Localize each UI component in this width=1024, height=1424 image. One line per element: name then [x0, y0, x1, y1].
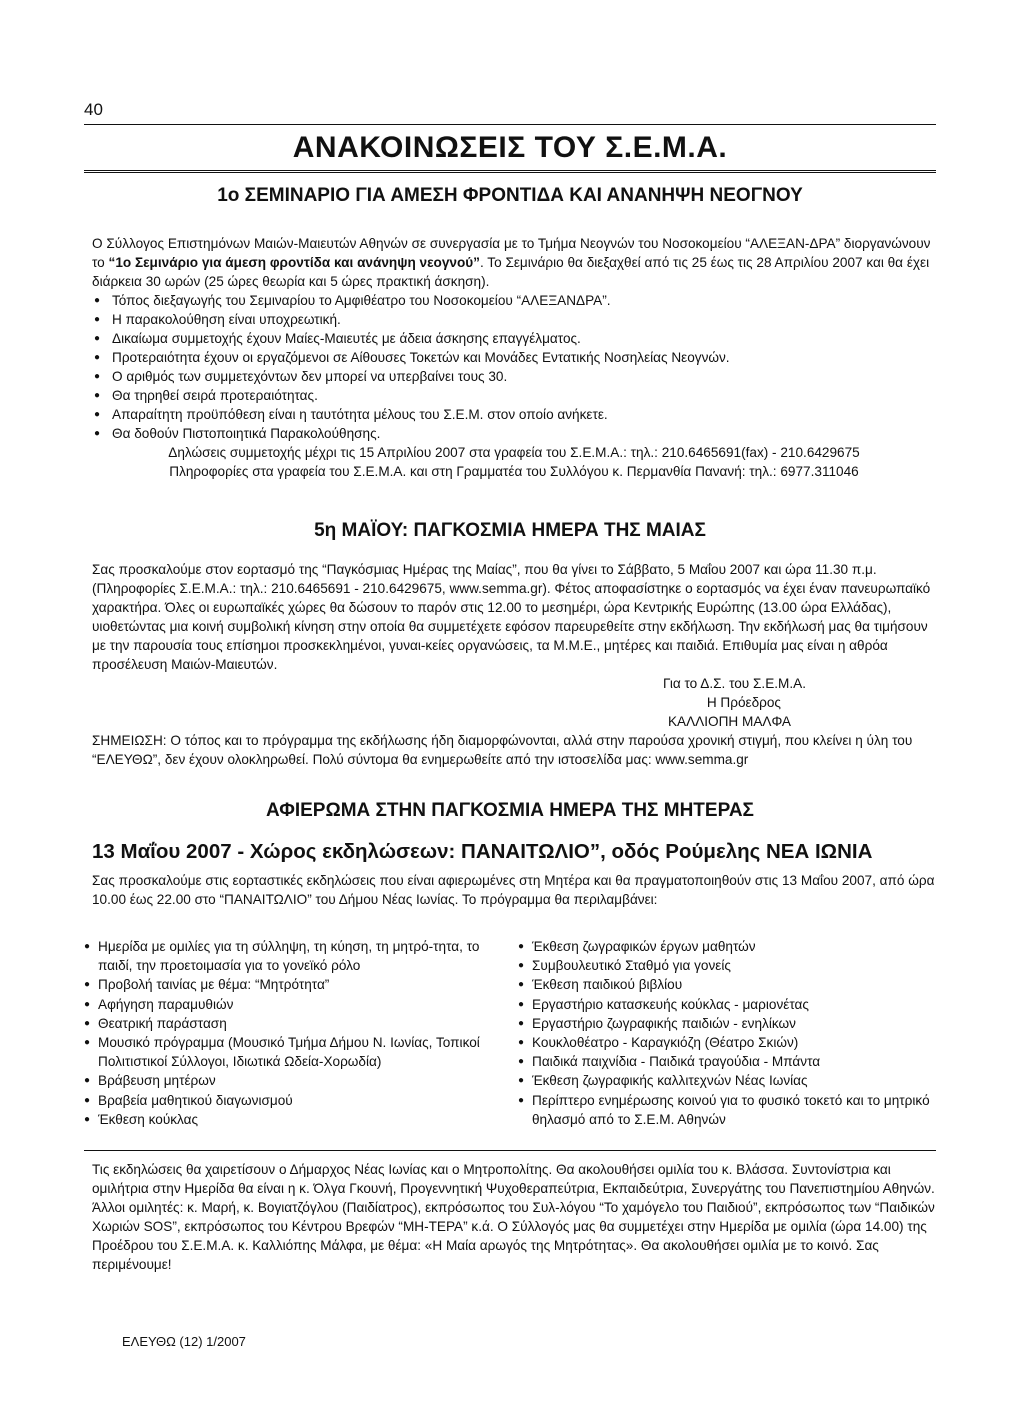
header-top-rule	[84, 124, 936, 125]
list-item: ● Προβολή ταινίας με θέμα: “Μητρότητα”	[84, 975, 509, 994]
midwife-day-title: 5η ΜΑΪΟΥ: ΠΑΓΚΟΣΜΙΑ ΗΜΕΡΑ ΤΗΣ ΜΑΙΑΣ	[314, 520, 706, 541]
page-number: 40	[84, 100, 103, 119]
list-item: ● Έκθεση παιδικού βιβλίου	[518, 975, 936, 994]
list-item: ● Ημερίδα με ομιλίες για τη σύλληψη, τη κύηση, τη μητρό-τητα, το παιδί, την προετοιμασία για το γονεϊκό ρόλο	[84, 937, 509, 975]
list-item: ● Έκθεση ζωγραφικών έργων μαθητών	[518, 937, 936, 956]
midwife-day-note: ΣΗΜΕΙΩΣΗ: Ο τόπος και το πρόγραμμα της εκδήλωσης ήδη διαμορφώνονται, αλλά στην παρούσα χρονική στιγμή, που κλείνει η ύλη του “ΕΛΕΥΘΩ”, δεν έχουν ολοκληρωθεί. Πολύ σύντομα θα ενημερωθείτε από την ιστοσελίδα μας: www.semma.gr	[92, 733, 913, 767]
list-item: ● Κουκλοθέατρο - Καραγκιόζη (Θέατρο Σκιών)	[518, 1033, 936, 1052]
signature-board: Για το Δ.Σ. του Σ.Ε.Μ.Α.	[662, 676, 806, 691]
list-item: ● Παιδικά παιχνίδια - Παιδικά τραγούδια - Μπάντα	[518, 1052, 936, 1071]
program-left-column	[84, 937, 509, 1129]
seminar-declarations: Δηλώσεις συμμετοχής μέχρι τις 15 Απριλίου 2007 στα γραφεία του Σ.Ε.Μ.Α.: τηλ.: 210.6465691(fax) - 210.6429675	[168, 445, 860, 460]
seminar-intro-text: Ο Σύλλογος Επιστημόνων Μαιών-Μαιευτών Αθηνών σε συνεργασία με το Τμήμα Νεογνών του Νοσοκομείου “ΑΛΕΞΑΝ-ΔΡΑ” διοργανώνουν το	[92, 236, 931, 270]
seminar-info: Πληροφορίες στα γραφεία του Σ.Ε.Μ.Α. και στη Γραμματέα του Συλλόγου κ. Περμανθία Πανανή: τηλ.: 6977.311046	[169, 464, 859, 479]
list-item: ● Αφήγηση παραμυθιών	[84, 995, 509, 1014]
mother-day-date-line: 13 Μαΐου 2007 - Χώρος εκδηλώσεων: ΠΑΝΑΙΤΩΛΙΟ”, οδός Ρούμελης ΝΕΑ ΙΩΝΙΑ	[92, 840, 873, 863]
midwife-day-text: Σας προσκαλούμε στον εορτασμό της “Παγκόσμιας Ημέρας της Μαίας”, που θα γίνει το Σάββατο, 5 Μαΐου 2007 και ώρα 11.30 π.μ. (Πληροφορίες Σ.Ε.Μ.Α.: τηλ.: 210.6465691 - 210.6429675, www.semma.gr). Φέτος αποφασίστηκε ο εορτασμός να έχει έναν πανευρωπαϊκό χαρακτήρα. Όλες οι ευρωπαϊκές χώρες θα δώσουν το παρόν στις 12.00 το μεσημέρι, ώρα Κεντρικής Ευρώπης (13.00 ώρα Ελλάδας), υιοθετώντας μια κοινή συμβολική κίνηση στην οποία θα συμμετέχετε εφόσον παρευρεθείτε στην εκδήλωση. Την εκδήλωσή μας θα τιμήσουν με την παρουσία τους επίσημοι προσκεκλημένοι, γυναι-κείες οργανώσεις, τα Μ.Μ.Ε., μητέρες και παιδιά. Επιθυμία μας είναι η αθρόα προσέλευση Μαιών-Μαιευτών.	[92, 562, 931, 672]
program-right-column	[518, 937, 936, 1129]
seminar-body	[92, 234, 936, 481]
list-item: ● Έκθεση κούκλας	[84, 1110, 509, 1129]
list-item: ● Εργαστήριο ζωγραφικής παιδιών - ενηλίκων	[518, 1014, 936, 1033]
list-item: ● Μουσικό πρόγραμμα (Μουσικό Τμήμα Δήμου Ν. Ιωνίας, Τοπικοί Πολιτιστικοί Σύλλογοι, Ιδιωτικά Ωδεία-Χορωδία)	[84, 1033, 509, 1071]
list-item: ● Βραβεία μαθητικού διαγωνισμού	[84, 1091, 509, 1110]
list-item: ● Έκθεση ζωγραφικής καλλιτεχνών Νέας Ιωνίας	[518, 1071, 936, 1090]
list-item: ● Προτεραιότητα έχουν οι εργαζόμενοι σε Αίθουσες Τοκετών και Μονάδες Εντατικής Νοσηλείας Νεογνών.	[92, 348, 936, 367]
seminar-intro-bold: “1ο Σεμινάριο για άμεση φροντίδα και ανάνηψη νεογνού”	[108, 255, 480, 270]
section-divider	[84, 1150, 936, 1151]
list-item: ● Η παρακολούθηση είναι υποχρεωτική.	[92, 310, 936, 329]
signature-role: Η Πρόεδρος	[706, 695, 781, 710]
list-item: ● Συμβουλευτικό Σταθμό για γονείς	[518, 956, 936, 975]
signature-name: ΚΑΛΛΙΟΠΗ ΜΑΛΦΑ	[667, 714, 791, 729]
list-item: ● Θα τηρηθεί σειρά προτεραιότητας.	[92, 386, 936, 405]
mother-day-intro-text: Σας προσκαλούμε στις εορταστικές εκδηλώσεις που είναι αφιερωμένες στη Μητέρα και θα πραγματοποιηθούν στις 13 Μαΐου 2007, από ώρα 10.00 έως 22.00 στο “ΠΑΝΑΙΤΩΛΙΟ” του Δήμου Νέας Ιωνίας. Το πρόγραμμα θα περιλαμβάνει:	[92, 873, 935, 907]
list-item: ● Τόπος διεξαγωγής του Σεμιναρίου το Αμφιθέατρο του Νοσοκομείου “ΑΛΕΞΑΝΔΡΑ”.	[92, 291, 936, 310]
list-item: ● Δικαίωμα συμμετοχής έχουν Μαίες-Μαιευτές με άδεια άσκησης επαγγέλματος.	[92, 329, 936, 348]
list-item: ● Θεατρική παράσταση	[84, 1014, 509, 1033]
list-item: ● Θα δοθούν Πιστοποιητικά Παρακολούθησης.	[92, 424, 936, 443]
header-bottom-rule	[84, 170, 936, 173]
seminar-intro	[92, 234, 936, 291]
seminar-bullets	[92, 291, 936, 443]
mother-day-closing	[92, 1160, 936, 1274]
header-title: ΑΝΑΚΟΙΝΩΣΕΙΣ ΤΟΥ Σ.Ε.Μ.Α.	[292, 131, 728, 164]
list-item: ● Απαραίτητη προϋπόθεση είναι η ταυτότητα μέλους του Σ.Ε.Μ. στον οποίο ανήκετε.	[92, 405, 936, 424]
list-item: ● Βράβευση μητέρων	[84, 1071, 509, 1090]
midwife-day-body	[92, 560, 936, 769]
footer-issue: ΕΛΕΥΘΩ (12) 1/2007	[122, 1334, 246, 1349]
seminar-intro-text-2: . Το Σεμινάριο θα διεξαχθεί από τις 25 έως τις 28 Απριλίου 2007 και θα έχει διάρκεια 30 ωρών (25 ώρες θεωρία και 5 ώρες πρακτική άσκηση).	[92, 255, 930, 289]
mother-day-title: ΑΦΙΕΡΩΜΑ ΣΤΗΝ ΠΑΓΚΟΣΜΙΑ ΗΜΕΡΑ ΤΗΣ ΜΗΤΕΡΑΣ	[266, 800, 754, 821]
seminar-title: 1ο ΣΕΜΙΝΑΡΙΟ ΓΙΑ ΑΜΕΣΗ ΦΡΟΝΤΙΔΑ ΚΑΙ ΑΝΑΝΗΨΗ ΝΕΟΓΝΟΥ	[217, 185, 803, 206]
list-item: ● Ο αριθμός των συμμετεχόντων δεν μπορεί να υπερβαίνει τους 30.	[92, 367, 936, 386]
list-item: ● Περίπτερο ενημέρωσης κοινού για το φυσικό τοκετό και το μητρικό θηλασμό από το Σ.Ε.Μ. Αθηνών	[518, 1091, 936, 1129]
mother-day-intro	[92, 871, 936, 909]
mother-day-closing-text: Τις εκδηλώσεις θα χαιρετίσουν ο Δήμαρχος Νέας Ιωνίας και ο Μητροπολίτης. Θα ακολουθήσει ομιλία του κ. Βλάσσα. Συντονίστρια και ομιλήτρια στην Ημερίδα θα είναι η κ. Όλγα Γκουνή, Προγεννητική Ψυχοθεραπεύτρια, Εκπαιδεύτρια, Συνεργάτης του Πανεπιστημίου Αθηνών. Άλλοι ομιλητές: κ. Μαρή, κ. Βογιατζόγλου (Παιδίατρος), εκπρόσωπος του Συλ-λόγου “Το χαμόγελο του Παιδιού”, εκπρόσωπος των “Παιδικών Χωριών SOS”, εκπρόσωπος του Κέντρου Βρεφών “ΜΗ-ΤΕΡΑ” κ.ά. Ο Σύλλογός μας θα συμμετέχει στην Ημερίδα με ομιλία (ώρα 14.00) της Προέδρου του Σ.Ε.Μ.Α. κ. Καλλιόπης Μάλφα, με θέμα: «Η Μαία αρωγός της Μητρότητας». Θα ακολουθήσει ομιλία με το κοινό. Σας περιμένουμε!	[92, 1162, 935, 1272]
list-item: ● Εργαστήριο κατασκευής κούκλας - μαριονέτας	[518, 995, 936, 1014]
